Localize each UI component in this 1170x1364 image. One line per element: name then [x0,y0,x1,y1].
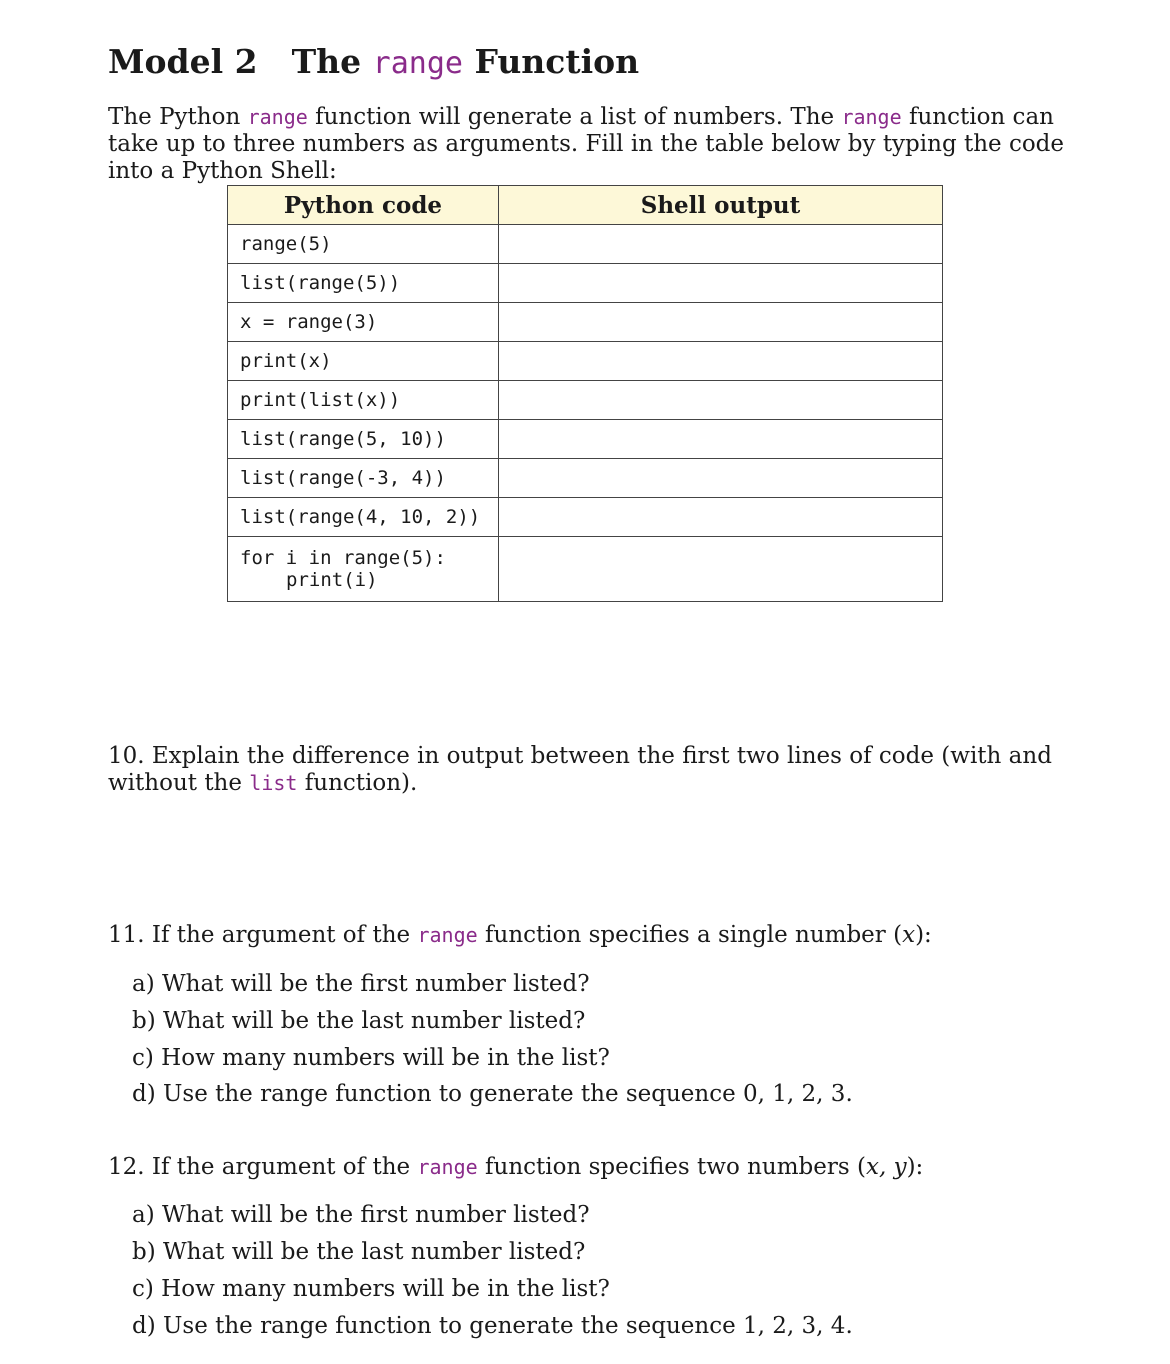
question-text-end: ): [915,922,932,948]
output-cell[interactable] [499,225,943,264]
question-number: 10. [108,743,145,769]
table-row [228,498,943,537]
table-row [228,342,943,381]
intro-text-2: function will generate a list of numbers. The [307,104,842,130]
question-12b: b) What will be the last number listed? [132,1239,586,1265]
code-cell: print(list(x)) [228,381,499,420]
question-12a: a) What will be the first number listed? [132,1202,590,1228]
code-cell: list(range(5)) [228,264,499,303]
question-variable: x, y [865,1154,907,1180]
output-cell[interactable] [499,264,943,303]
output-cell[interactable] [499,537,943,602]
code-cell: list(range(-3, 4)) [228,459,499,498]
code-cell: range(5) [228,225,499,264]
question-11a: a) What will be the first number listed? [132,971,590,997]
question-text-mid: function specifies a single number ( [477,922,903,948]
question-11b: b) What will be the last number listed? [132,1008,586,1034]
table-row [228,303,943,342]
header-python-code: Python code [228,186,499,225]
intro-code-2: range [841,105,902,129]
code-cell-for-loop [228,537,499,602]
output-cell[interactable] [499,498,943,537]
question-12 [108,1154,1068,1181]
question-12c: c) How many numbers will be in the list? [132,1276,610,1302]
table-row [228,420,943,459]
intro-paragraph [108,104,1068,185]
intro-text-1: The Python [108,104,248,130]
title-suffix: Function [474,42,640,81]
table-row [228,381,943,420]
code-cell: print(x) [228,342,499,381]
output-cell[interactable] [499,342,943,381]
question-12d: d) Use the range function to generate the sequence 1, 2, 3, 4. [132,1313,853,1339]
output-cell[interactable] [499,381,943,420]
title-code: range [372,46,463,81]
intro-code-1: range [247,105,308,129]
table-header-row [228,186,943,225]
question-text-mid: function specifies two numbers ( [477,1154,866,1180]
code-cell: list(range(5, 10)) [228,420,499,459]
code-line-2: print(i) [286,569,378,591]
question-11d: d) Use the range function to generate the sequence 0, 1, 2, 3. [132,1081,853,1107]
question-variable: x [902,922,916,948]
intro-text-3: function can take up to three numbers as arguments. Fill in the table below by typing the code into a Python Shell: [108,104,1065,184]
output-cell[interactable] [499,459,943,498]
code-cell: x = range(3) [228,303,499,342]
range-table [227,185,943,602]
question-11 [108,922,1068,949]
output-cell[interactable] [499,420,943,459]
table-row [228,225,943,264]
question-code: range [417,923,478,947]
title-prefix: The [291,42,362,81]
question-text: Explain the difference in output between the first two lines of code (with and without the [108,743,1052,796]
question-text: If the argument of the [144,1154,418,1180]
question-code: range [417,1155,478,1179]
code-cell: list(range(4, 10, 2)) [228,498,499,537]
model-label: Model 2 [108,42,258,81]
question-number: 12. [108,1154,145,1180]
code-line-1: for i in range(5): [240,547,446,569]
table-row [228,264,943,303]
question-code: list [249,771,298,795]
question-text: If the argument of the [144,922,418,948]
table-row [228,537,943,602]
question-11c: c) How many numbers will be in the list? [132,1045,610,1071]
table-row [228,459,943,498]
output-cell[interactable] [499,303,943,342]
question-text-end: ): [906,1154,924,1180]
question-number: 11. [108,922,145,948]
question-10 [108,743,1068,797]
question-text-end: function). [297,770,418,796]
header-shell-output: Shell output [499,186,943,225]
page-title [108,42,639,81]
